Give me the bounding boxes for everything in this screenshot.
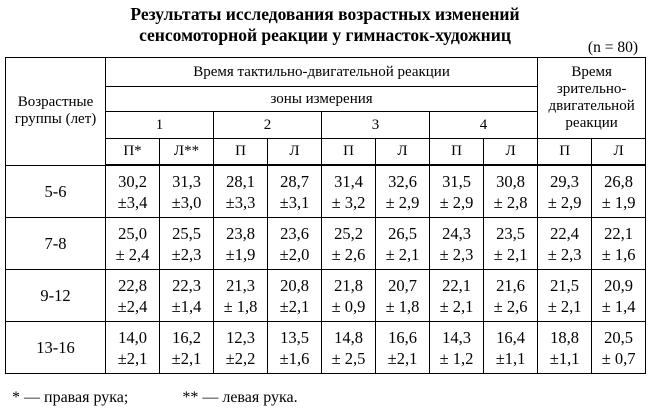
mean-value: 28,7 — [280, 171, 309, 191]
mean-value: 23,6 — [280, 223, 309, 243]
mean-value: 14,0 — [118, 327, 147, 347]
mean-value: 20,9 — [604, 275, 634, 295]
value-cell — [484, 270, 538, 322]
table-row — [6, 218, 646, 270]
sd-value: ±1,6 — [279, 348, 310, 368]
sd-value: ± 1,6 — [601, 244, 636, 264]
sd-value: ± 1,2 — [439, 348, 474, 368]
value-cell — [538, 322, 592, 374]
sd-value: ±2,1 — [171, 348, 202, 368]
header-hand: П* — [106, 139, 160, 166]
value-cell — [106, 270, 160, 322]
value-cell — [160, 218, 214, 270]
mean-value: 32,6 — [388, 171, 417, 191]
sd-value: ± 0,9 — [331, 296, 366, 316]
mean-value: 21,8 — [334, 275, 363, 295]
mean-value: 16,6 — [388, 327, 417, 347]
mean-value: 22,3 — [172, 275, 201, 295]
header-zone-1: 1 — [106, 112, 214, 139]
header-zone-3: 3 — [322, 112, 430, 139]
sd-value: ± 2,6 — [493, 296, 528, 316]
mean-value: 31,4 — [334, 171, 363, 191]
mean-value: 22,1 — [604, 223, 634, 243]
table-header — [6, 58, 646, 166]
sd-value: ± 2,9 — [547, 192, 582, 212]
value-cell — [214, 270, 268, 322]
value-cell — [592, 165, 646, 218]
value-cell — [160, 165, 214, 218]
mean-value: 30,2 — [118, 171, 147, 191]
mean-value: 29,3 — [550, 171, 580, 191]
sd-value: ±2,1 — [117, 348, 148, 368]
mean-value: 20,5 — [604, 327, 634, 347]
value-cell — [592, 322, 646, 374]
title-line-2: сенсомоторной реакции у гимнасток-художниц — [139, 25, 511, 45]
mean-value: 31,5 — [442, 171, 471, 191]
sd-value: ±3,3 — [225, 192, 256, 212]
sd-value: ±1,4 — [171, 296, 202, 316]
sd-value: ±3,4 — [117, 192, 148, 212]
mean-value: 21,5 — [550, 275, 580, 295]
value-cell — [376, 165, 430, 218]
sd-value: ± 2,9 — [439, 192, 474, 212]
header-zone-2: 2 — [214, 112, 322, 139]
sd-value: ±1,1 — [549, 348, 580, 368]
sd-value: ±3,0 — [171, 192, 202, 212]
mean-value: 20,8 — [280, 275, 309, 295]
header-hand: Л — [268, 139, 322, 166]
title-line-1: Результаты исследования возрастных изменений — [130, 4, 520, 24]
mean-value: 30,8 — [496, 171, 525, 191]
results-table — [5, 57, 646, 374]
sd-value: ± 1,4 — [601, 296, 636, 316]
mean-value: 14,3 — [442, 327, 471, 347]
sd-value: ±2,2 — [225, 348, 256, 368]
age-group-cell: 5-6 — [6, 165, 106, 218]
mean-value: 26,5 — [388, 223, 417, 243]
value-cell — [214, 165, 268, 218]
header-hand: П — [430, 139, 484, 166]
mean-value: 31,3 — [172, 171, 201, 191]
value-cell — [538, 218, 592, 270]
sd-value: ± 1,9 — [601, 192, 636, 212]
sd-value: ± 0,7 — [601, 348, 636, 368]
value-cell — [322, 322, 376, 374]
value-cell — [160, 270, 214, 322]
sd-value: ± 3,2 — [331, 192, 366, 212]
sd-value: ±2,3 — [171, 244, 202, 264]
sample-size-label: (n = 80) — [587, 39, 638, 56]
header-hand: П — [538, 139, 592, 166]
value-cell — [322, 270, 376, 322]
sd-value: ± 2,1 — [547, 296, 582, 316]
mean-value: 23,8 — [226, 223, 255, 243]
value-cell — [538, 270, 592, 322]
sd-value: ± 2,3 — [547, 244, 582, 264]
header-hand: Л** — [160, 139, 214, 166]
value-cell — [538, 165, 592, 218]
mean-value: 25,2 — [334, 223, 363, 243]
mean-value: 28,1 — [226, 171, 255, 191]
age-group-cell: 13-16 — [6, 322, 106, 374]
table-row — [6, 322, 646, 374]
mean-value: 23,5 — [496, 223, 525, 243]
value-cell — [592, 270, 646, 322]
mean-value: 25,0 — [118, 223, 147, 243]
value-cell — [268, 165, 322, 218]
value-cell — [484, 322, 538, 374]
value-cell — [214, 218, 268, 270]
mean-value: 16,4 — [496, 327, 525, 347]
sd-value: ±2,0 — [279, 244, 310, 264]
sd-value: ±2,4 — [117, 296, 148, 316]
mean-value: 24,3 — [442, 223, 471, 243]
sd-value: ±2,1 — [279, 296, 310, 316]
sd-value: ± 2,1 — [493, 244, 528, 264]
header-age-groups: Возрастные группы (лет) — [6, 58, 106, 166]
mean-value: 25,5 — [172, 223, 201, 243]
header-zone-4: 4 — [430, 112, 538, 139]
sd-value: ± 2,4 — [115, 244, 150, 264]
footnote-right-hand: * — правая рука; — [12, 389, 129, 406]
sd-value: ± 2,8 — [493, 192, 528, 212]
header-hand: Л — [376, 139, 430, 166]
sd-value: ± 2,9 — [385, 192, 420, 212]
mean-value: 22,4 — [550, 223, 580, 243]
value-cell — [376, 270, 430, 322]
mean-value: 14,8 — [334, 327, 363, 347]
value-cell — [376, 218, 430, 270]
header-hand: П — [322, 139, 376, 166]
sd-value: ± 2,5 — [331, 348, 366, 368]
mean-value: 21,3 — [226, 275, 255, 295]
header-hand: Л — [592, 139, 646, 166]
value-cell — [268, 322, 322, 374]
age-group-cell: 7-8 — [6, 218, 106, 270]
value-cell — [430, 270, 484, 322]
header-tactile-reaction: Время тактильно-двигательной реакции — [106, 58, 538, 87]
mean-value: 12,3 — [226, 327, 255, 347]
footnotes — [12, 389, 298, 407]
mean-value: 20,7 — [388, 275, 417, 295]
header-hand: Л — [484, 139, 538, 166]
value-cell — [484, 165, 538, 218]
value-cell — [430, 165, 484, 218]
header-measurement-zones: зоны измерения — [106, 87, 538, 112]
sd-value: ± 1,8 — [385, 296, 420, 316]
header-hand: П — [214, 139, 268, 166]
table-row — [6, 270, 646, 322]
header-visual-reaction: Время зрительно-двигательной реакции — [538, 58, 646, 139]
sd-value: ± 1,8 — [223, 296, 258, 316]
age-group-cell: 9-12 — [6, 270, 106, 322]
value-cell — [592, 218, 646, 270]
value-cell — [484, 218, 538, 270]
value-cell — [430, 322, 484, 374]
value-cell — [268, 270, 322, 322]
table-body — [6, 165, 646, 374]
mean-value: 16,2 — [172, 327, 201, 347]
mean-value: 18,8 — [550, 327, 580, 347]
table-row — [6, 165, 646, 218]
mean-value: 13,5 — [280, 327, 309, 347]
value-cell — [106, 218, 160, 270]
value-cell — [430, 218, 484, 270]
value-cell — [322, 165, 376, 218]
sd-value: ± 2,1 — [439, 296, 474, 316]
mean-value: 22,1 — [442, 275, 471, 295]
sd-value: ± 2,1 — [385, 244, 420, 264]
sd-value: ±3,1 — [279, 192, 310, 212]
sd-value: ±1,1 — [495, 348, 526, 368]
mean-value: 26,8 — [604, 171, 634, 191]
value-cell — [214, 322, 268, 374]
value-cell — [106, 322, 160, 374]
footnote-left-hand: ** — левая рука. — [182, 389, 298, 406]
sd-value: ± 2,6 — [331, 244, 366, 264]
value-cell — [376, 322, 430, 374]
mean-value: 21,6 — [496, 275, 525, 295]
sd-value: ±2,1 — [387, 348, 418, 368]
sd-value: ± 2,3 — [439, 244, 474, 264]
value-cell — [322, 218, 376, 270]
value-cell — [268, 218, 322, 270]
document-title — [0, 4, 650, 46]
value-cell — [160, 322, 214, 374]
sd-value: ±1,9 — [225, 244, 256, 264]
value-cell — [106, 165, 160, 218]
mean-value: 22,8 — [118, 275, 147, 295]
